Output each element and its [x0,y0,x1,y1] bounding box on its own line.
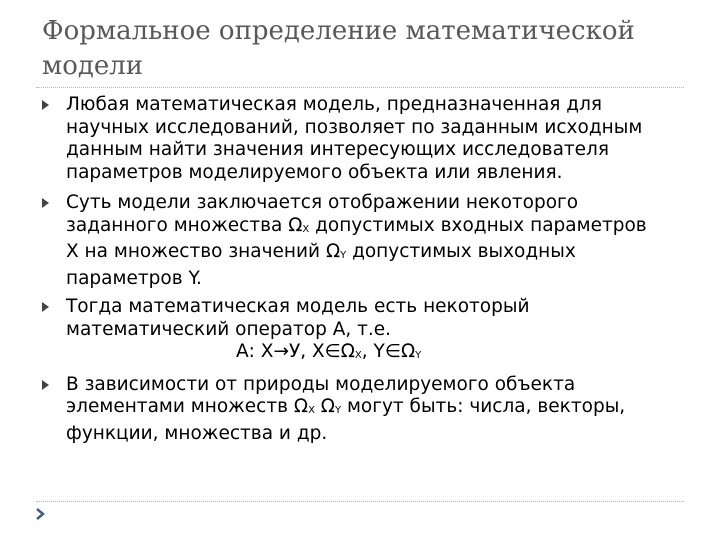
formula-part-1: А: Х→У, Х∈Ω [236,341,355,362]
bullet-item-2 [42,192,682,290]
bullet-2-line-2 [66,215,682,242]
slide-title [42,14,682,84]
triangle-right-icon [42,100,49,110]
formula-part-2: , Y∈Ω [361,341,416,362]
omega-y-subscript: Y [340,250,347,261]
bullet-2-line-1: Суть модели заключается отображении некоторого [66,192,579,213]
formula-subscript-x: X [354,350,362,361]
bullet-4-line-2 [66,396,682,423]
bullet-2-line-2-rest: допустимых входных параметров [309,214,647,236]
bullet-list [42,94,682,453]
bullet-1-line-2: научных исследований, позволяет по заданным исходным [66,116,643,138]
bullet-item-3 [42,296,682,368]
bullet-1-line-1: Любая математическая модель, предназначенная для [66,94,603,115]
omega-x-subscript: X [308,405,315,416]
bullet-2-line-3-text: X на множество значений Ω [66,241,341,262]
bullet-1-line-3: данным найти значения интересующих исследователя [66,139,610,160]
bullet-3-line-2: математический оператор А, т.е. [66,318,392,340]
title-line-2: модели [42,51,144,81]
title-line-1: Формальное определение математической [42,16,635,46]
bottom-divider [36,501,684,502]
bullet-4-line-2-mid: Ω [314,396,335,417]
bullet-4-line-2-text: элементами множеств Ω [66,396,309,417]
bullet-4-line-3: функции, множества и др. [66,422,328,444]
chevron-right-icon[interactable] [33,507,47,521]
bullet-2-line-4: параметров Y. [66,267,202,289]
bullet-item-4 [42,374,682,446]
bullet-2-line-3 [66,241,682,268]
bullet-1-line-4: параметров моделируемого объекта или явления. [66,161,563,183]
triangle-right-icon [42,302,49,312]
omega-x-subscript: X [302,223,310,235]
top-divider [36,87,684,88]
bullet-item-1 [42,94,682,184]
bullet-3-line-1: Тогда математическая модель есть некоторый [66,296,530,317]
bullet-4-line-1: В зависимости от природы моделируемого объекта [66,373,576,395]
formula-subscript-y: Y [415,350,422,361]
bullet-4-line-2-rest: могут быть: числа, векторы, [341,396,626,417]
triangle-right-icon [42,380,49,390]
bullet-2-line-2-text: заданного множества Ω [66,214,303,236]
triangle-right-icon [42,198,49,208]
bullet-2-line-3-rest: допустимых выходных [346,241,576,262]
operator-formula [66,341,682,368]
omega-y-subscript: Y [334,405,342,416]
